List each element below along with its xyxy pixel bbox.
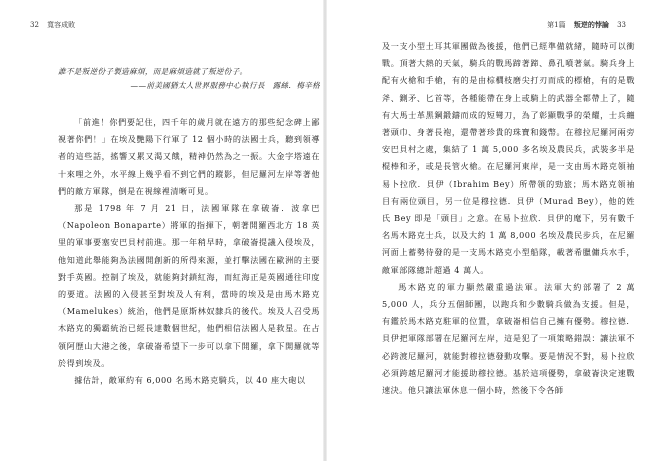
right-page	[325, 0, 650, 461]
left-page-header	[30, 20, 75, 30]
left-page-body	[58, 52, 320, 389]
right-running-title: 叛逆的悖論	[573, 20, 609, 29]
right-page-number: 33	[617, 21, 626, 29]
left-paragraph-1: 「前進！你們要記住，四千年的歲月就在遠方的那些紀念碑上鄙視著你們！」在埃及艷陽下行軍了 12 個小時的法國士兵，聽到領導者的這些話，搖響又累又渴又餓，精神仍然為之一振。大金字塔遠在十來哩之外，水平線上幾乎看不到它們的蹤影，但尼羅河左岸等著他們的敵方軍隊，倒是在視線裡清晰可見。	[58, 117, 320, 196]
left-running-title: 寬容成敗	[47, 21, 76, 29]
left-paragraph-2: 那是 1798 年 7 月 21 日，法國軍隊在拿破崙．波拿巴（Napoleon Bonaparte）將軍的指揮下，朝著開羅西北方 18 英里的軍事要塞安巴貝村前進。那一年稍早時，拿破崙提議入侵埃及，他知道此舉能夠為法國開創新的所得來源，並打擊法國在歐洲的主要對手英國。控制了埃及，就能夠封鎖紅海，而紅海正是英國通往印度的要道。法國的入侵甚至對埃及人有利，當時的埃及是由馬木路克（Mamelukes）統治，他們是原斯林奴隸兵的後代。埃及人召受馬木路克的獨霸統治已經長達數個世紀，他們相信法國人是救星。在占領阿歷山大港之後，拿破崙希望下一步可以拿下開羅，拿下開羅就等於得到埃及。	[58, 203, 320, 368]
right-page-body	[382, 38, 635, 399]
chapter-label: 第1篇	[547, 21, 566, 29]
right-paragraph-2: 馬木路克的軍力顯然嚴重過法軍。法軍大約部署了 2 萬 5,000 人，兵分五個師團，以跑兵和少數騎兵做為支援。但是，有鑑於馬木路克駐軍的位置，拿破崙相信自己擁有優勢。穆拉德．貝伊把軍隊部署在尼羅河左岸，這是犯了一項策略錯誤：讓法軍不必跨渡尼羅河，就能對穆拉德發動攻擊。要是情況不對，易卜拉欣必須跨越尼羅河才能援助穆拉德。基於這項優勢，拿破崙決定速戰速決。他只讓法軍休息一個小時，然後下令各師	[382, 281, 635, 396]
left-page-number: 32	[30, 21, 39, 29]
epigraph-attribution: ——前美國猶太人世界服務中心執行長 露絲．梅辛格	[130, 80, 320, 90]
left-paragraph-3: 據估計，敵軍約有 6,000 名馬木路克騎兵，以 40 座大砲以	[74, 375, 306, 386]
epigraph-quote: 誰不是叛逆份子製造麻煩，而是麻煩造就了叛逆份子。	[58, 67, 248, 76]
right-page-header	[547, 20, 626, 30]
right-paragraph-1: 及一支小型土耳其軍團做為後援，他們已經準備就緒，隨時可以衝戰。頂著大熱的天氣，騎兵的戰馬蹄著蹄、鼻孔噴著氣。騎兵身上配有火槍和手槍，有的是由棕櫚枝磨尖打刃而成的標槍，有的是戰斧、鍘矛、匕首等，各種能帶在身上或騎上的武器全都帶上了，隨有大馬士革黑鋼鍛鑄而成的短彎刀，為了彰顯戰爭的榮耀，士兵纏著頭巾、身著長袍，還帶著珍貴的珠寶和錢幣。在穆拉尼羅河兩旁安巴貝村之處，集結了 1 萬 5,000 多名埃及農民兵，武裝多半是棍棒和矛，或是長管火槍。在尼羅河東岸，是一支由馬木路克領袖易卜拉欣．貝伊（Ibrahim Bey）所帶領的勁旅；馬木路克領袖目有兩位頭目，另一位是穆拉德．貝伊（Murad Bey），他的姓氏 Bey 即是「頭目」之意。在易卜拉欣．貝伊的麾下，另有數千名馬木路克士兵，以及大約 1 萬 8,000 名埃及農民步兵，在尼羅河面上蓄勢待發的是一支馬木路克小型船隊，載著希臘傭兵水手，敵軍部隊總計超過 4 萬人。	[382, 41, 635, 275]
epigraph	[58, 66, 320, 92]
